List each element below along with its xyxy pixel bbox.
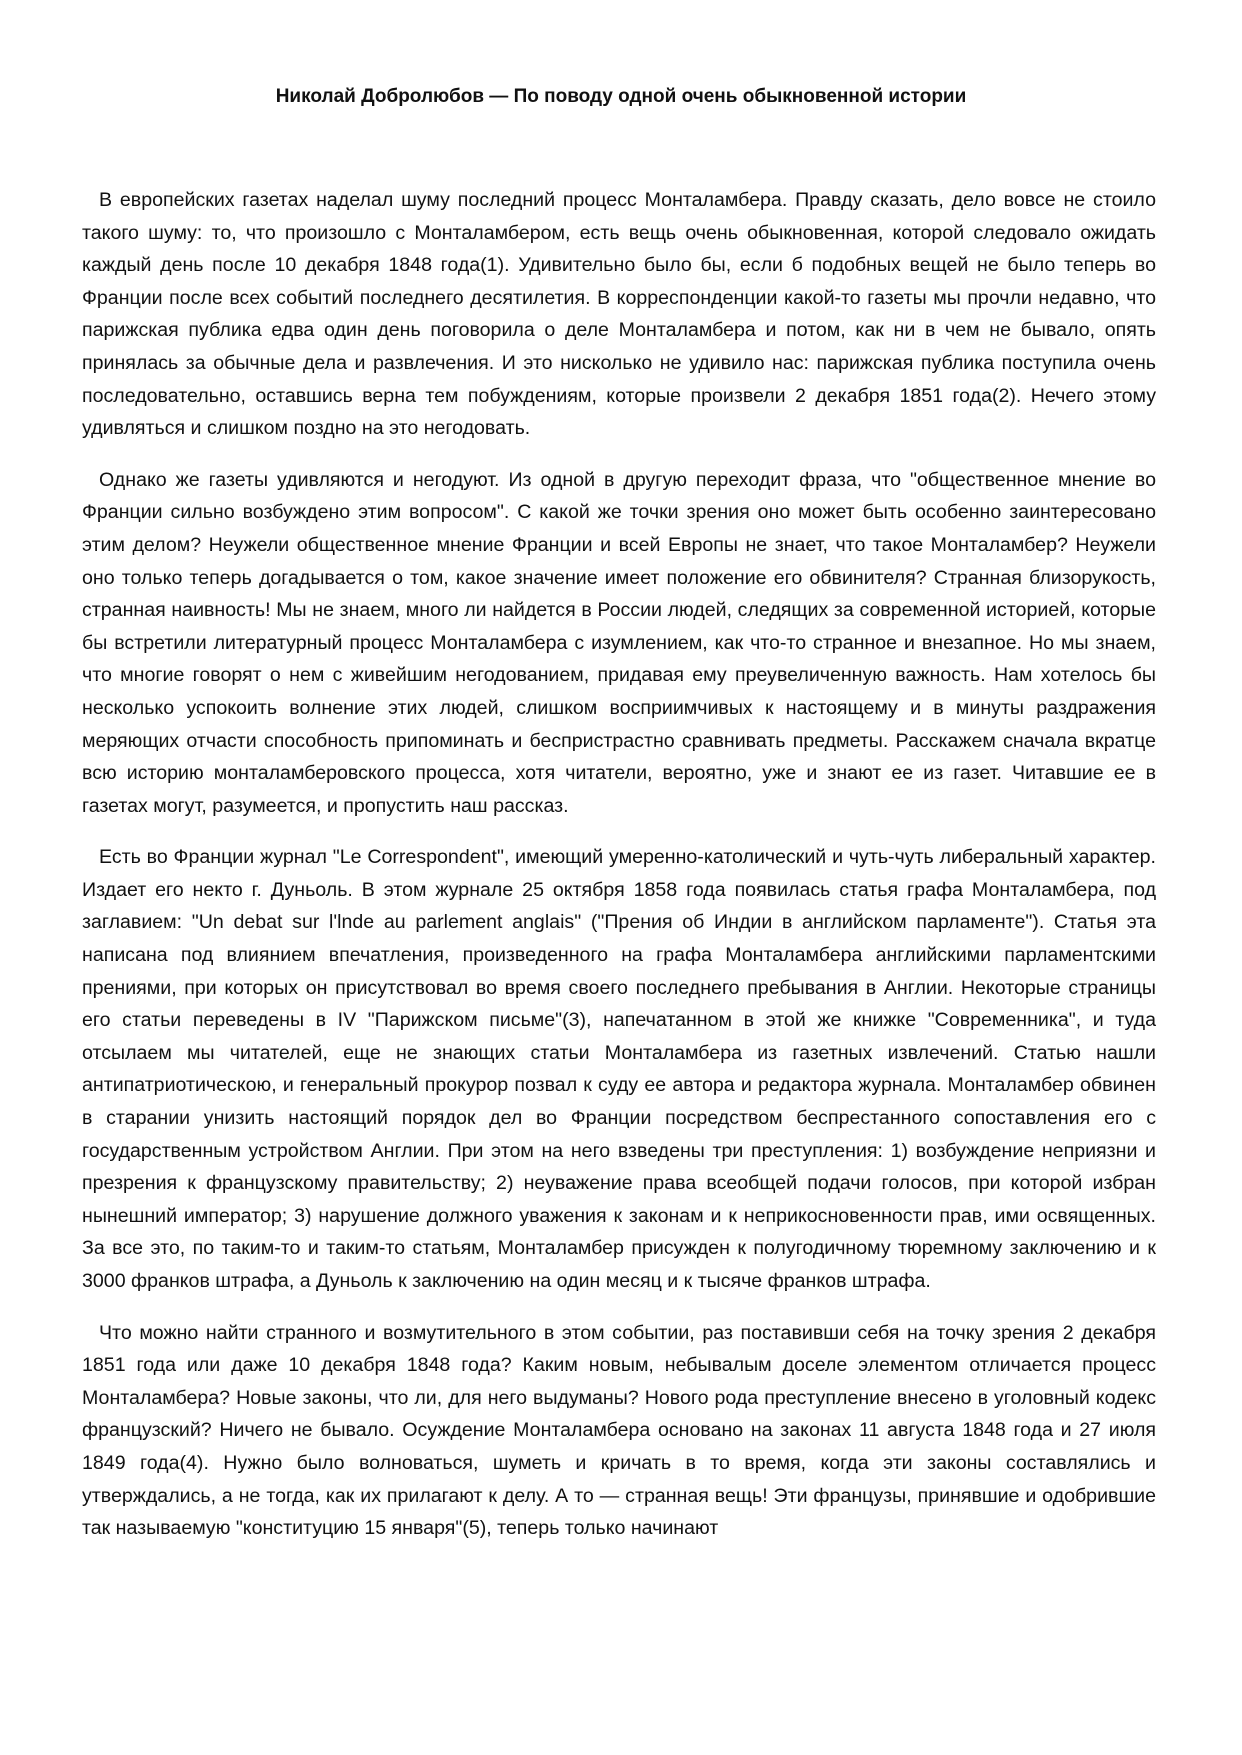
paragraph: Что можно найти странного и возмутительного в этом событии, раз поставивши себя на точку зрения 2 декабря 1851 года или даже 10 декабря 1848 года? Каким новым, небывалым доселе элементом отличается процесс Монталамбера? Новые законы, что ли, для него выдуманы? Нового рода преступление внесено в уголовный кодекс французский? Ничего не бывало. Осуждение Монталамбера основано на законах 11 августа 1848 года и 27 июля 1849 года(4). Нужно было волноваться, шуметь и кричать в то время, когда эти законы составлялись и утверждались, а не тогда, как их прилагают к делу. А то — странная вещь! Эти французы, принявшие и одобрившие так называемую "конституцию 15 января"(5), теперь только начинают — [82, 1321, 1156, 1540]
paragraph: Однако же газеты удивляются и негодуют. Из одной в другую переходит фраза, что "общественное мнение во Франции сильно возбуждено этим вопросом". С какой же точки зрения оно может быть особенно заинтересовано этим делом? Неужели общественное мнение Франции и всей Европы не знает, что такое Монталамбер? Неужели оно только теперь догадывается о том, какое значение имеет положение его обвинителя? Странная близорукость, странная наивность! Мы не знаем, много ли найдется в России людей, следящих за современной историей, которые бы встретили литературный процесс Монталамбера с изумлением, как что-то странное и внезапное. Но мы знаем, что многие говорят о нем с живейшим негодованием, придавая ему преувеличенную важность. Нам хотелось бы несколько успокоить волнение этих людей, слишком восприимчивых к настоящему и в минуты раздражения меряющих отчасти способность припоминать и беспристрастно сравнивать предметы. Расскажем сначала вкратце всю историю монталамберовского процесса, хотя читатели, вероятно, уже и знают ее из газет. Читавшие ее в газетах могут, разумеется, и пропустить наш рассказ. — [82, 468, 1156, 817]
paragraph: Есть во Франции журнал "Le Correspondent", имеющий умеренно-католический и чуть-чуть либеральный характер. Издает его некто г. Дуньоль. В этом журнале 25 октября 1858 года появилась статья графа Монталамбера, под заглавием: "Un debat sur l'lnde au parlement anglais" ("Прения об Индии в английском парламенте"). Статья эта написана под влиянием впечатления, произведенного на графа Монталамбера английскими парламентскими прениями, при которых он присутствовал во время своего последнего пребывания в Англии. Некоторые страницы его статьи переведены в IV "Парижском письме"(3), напечатанном в этой же книжке "Современника", и туда отсылаем мы читателей, еще не знающих статьи Монталамбера из газетных извлечений. Статью нашли антипатриотическою, и генеральный прокурор позвал к суду ее автора и редактора журнала. Монталамбер обвинен в старании унизить настоящий порядок дел во Франции посредством беспрестанного сопоставления его с государственным устройством Англии. При этом на него взведены три преступления: 1) возбуждение неприязни и презрения к французскому правительству; 2) неуважение права всеобщей подачи голосов, при которой избран нынешний император; 3) нарушение должного уважения к законам и к неприкосновенности прав, ими освященных. За все это, по таким-то и таким-то статьям, Монталамбер присужден к полугодичному тюремному заключению и к 3000 франков штрафа, а Дуньоль к заключению на один месяц и к тысяче франков штрафа. — [82, 846, 1156, 1292]
paragraph: В европейских газетах наделал шуму последний процесс Монталамбера. Правду сказать, дело вовсе не стоило такого шуму: то, что произошло с Монталамбером, есть вещь очень обыкновенная, которой следовало ожидать каждый день после 10 декабря 1848 года(1). Удивительно было бы, если б подобных вещей не было теперь во Франции после всех событий последнего десятилетия. В корреспонденции какой-то газеты мы прочли недавно, что парижская публика едва один день поговорила о деле Монталамбера и потом, как ни в чем не бывало, опять принялась за обычные дела и развлечения. И это нисколько не удивило нас: парижская публика поступила очень последовательно, оставшись верна тем побуждениям, которые произвели 2 декабря 1851 года(2). Нечего этому удивляться и слишком поздно на это негодовать. — [82, 189, 1156, 440]
document-body — [82, 184, 1156, 1564]
document-title: Николай Добролюбов — По поводу одной очень обыкновенной истории — [275, 86, 967, 107]
